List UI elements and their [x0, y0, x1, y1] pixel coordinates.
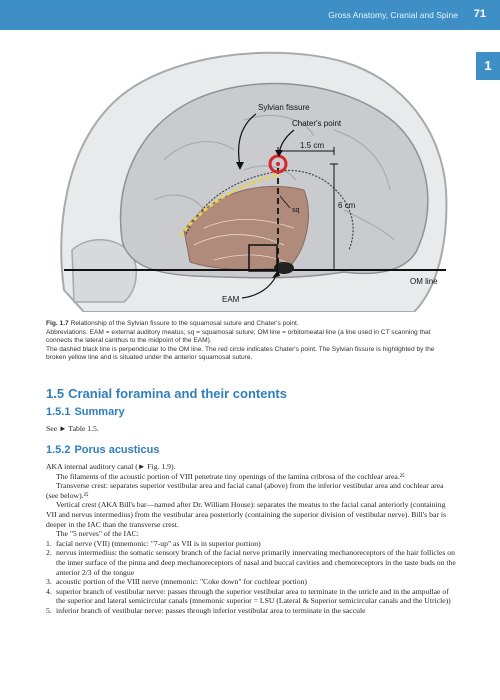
- porus-aka: AKA internal auditory canal (► Fig. 1.9).: [46, 462, 176, 471]
- porus-body: [46, 462, 456, 616]
- label-sq: sq: [292, 207, 300, 214]
- label-6cm: 6 cm: [338, 201, 356, 210]
- page-number: 71: [473, 8, 486, 20]
- porus-heading: [46, 444, 159, 456]
- porus-number: 1.5.2: [46, 444, 71, 456]
- nerve-list: [46, 539, 456, 616]
- skull-illustration: [44, 40, 454, 312]
- porus-p2: Transverse crest: separates superior vestibular area and facial canal (above) from the inferior vestibular area and cochlear area (see below).²⁵: [46, 481, 444, 500]
- caption-note: The dashed black line is perpendicular to the OM line. The red circle indicates Chater's point. The Sylvian fissure is highlighted by the broken yellow line and is situated under the anterior squamosal suture.: [46, 345, 435, 362]
- summary-text: [46, 424, 456, 434]
- section-title: Cranial foramina and their contents: [68, 386, 287, 401]
- summary-heading: [46, 406, 125, 418]
- list-item: 1. facial nerve (VII) (mnemonic: "7-up" as VII is in superior portion): [46, 538, 261, 548]
- list-item: 5. inferior branch of vestibular nerve: passes through inferior vestibular area to terminate in the saccule: [46, 605, 366, 615]
- running-title: Gross Anatomy, Cranial and Spine: [328, 10, 458, 20]
- chapter-tab[interactable]: 1: [476, 52, 500, 80]
- list-item: 2. nervus intermedius: the somatic sensory branch of the facial nerve primarily innervating mechanoreceptors of the hair follicles on the inner surface of the pinna and deep mechanoreceptors of nasal and buccal cavities and chemoreceptors in the taste buds on the anterior 2/3 of the tongue: [46, 548, 456, 577]
- list-item: 4. superior branch of vestibular nerve: passes through the superior vestibular area to terminate in the utricle and in the ampullae of the superior and lateral semicircular canals (mnemonic superior = LSU (Lateral & Superior semicircular canals and the Utricle)): [46, 586, 451, 606]
- porus-p3: Vertical crest (AKA Bill's bar—named after Dr. William House): separates the meatus to the facial canal anteriorly (containing VII and nervus intermedius) from the vestibular area posteriorly (containing the superior division of vestibular nerve). Bill's bar is deeper in the IAC than the transverse crest.: [46, 500, 446, 529]
- label-sylvian: Sylvian fissure: [258, 103, 310, 112]
- porus-p4: The "5 nerves" of the IAC:: [56, 529, 139, 539]
- label-om-line: OM line: [410, 277, 438, 286]
- porus-p1: The filaments of the acoustic portion of VIII penetrate tiny openings of the lamina cribrosa of the cochlear area.²⁵: [56, 471, 405, 481]
- section-heading: [46, 386, 287, 401]
- summary-see-table: See ► Table 1.5.: [46, 424, 99, 433]
- list-item: 3. acoustic portion of the VIII nerve (mnemonic: "Coke down" for cochlear portion): [46, 577, 307, 587]
- figure-label: Fig. 1.7: [46, 320, 69, 327]
- summary-title: Summary: [74, 406, 125, 418]
- label-15cm: 1.5 cm: [300, 141, 325, 150]
- section-number: 1.5: [46, 386, 65, 401]
- figure-caption: [46, 320, 456, 363]
- label-chater: Chater's point: [292, 119, 342, 128]
- label-eam: EAM: [222, 295, 240, 304]
- porus-title: Porus acusticus: [74, 444, 160, 456]
- skull-figure: [44, 40, 454, 312]
- caption-title: Relationship of the Sylvian fissure to the squamosal suture and Chater's point.: [70, 320, 299, 327]
- caption-abbrev: Abbreviations: EAM = external auditory meatus; sq = squamosal suture; OM line = orbitomeatal line (a line used in CT scanning that connects the lateral canthus to the midpoint of the EAM).: [46, 328, 431, 345]
- chater-dot: [276, 162, 280, 166]
- summary-number: 1.5.1: [46, 406, 71, 418]
